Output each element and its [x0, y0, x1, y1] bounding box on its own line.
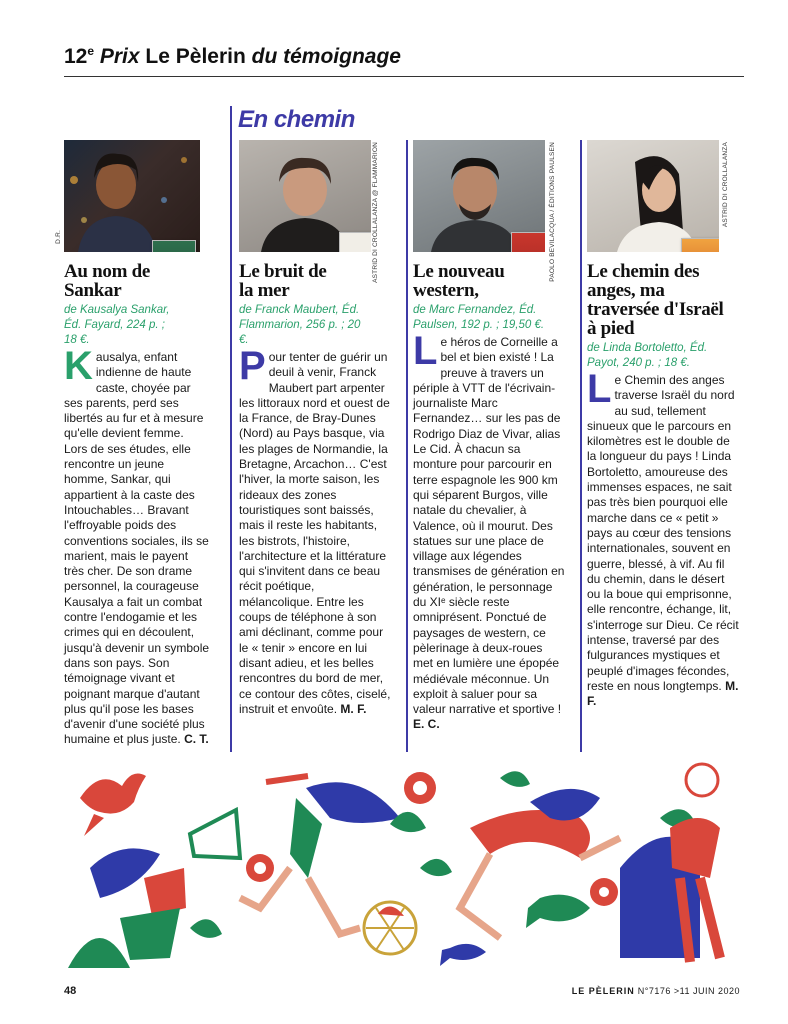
- page-header: [64, 44, 744, 74]
- footer-issue: [572, 986, 740, 996]
- footer-issue-date: N°7176 >11 JUIN 2020: [634, 986, 740, 996]
- author-signature: M. F.: [587, 678, 739, 709]
- column-divider: [406, 140, 408, 752]
- drop-cap: L: [413, 329, 438, 373]
- author-signature: C. T.: [184, 732, 209, 747]
- drop-cap: L: [587, 367, 612, 411]
- footer-brand: LE PÈLERIN: [571, 986, 635, 996]
- basket-icon: [364, 902, 416, 954]
- drop-cap: K: [64, 344, 93, 388]
- woman-megaphone-figure: [68, 810, 240, 968]
- book-title: Le bruit de la mer: [239, 261, 327, 301]
- author-photo: [413, 140, 545, 252]
- article-body: Le héros de Corneille a bel et bien existé ! La preuve à travers un périple à VTT de l'écrivain-journaliste Marc Fernandez… sur les pas de Rodrigo Diaz de Vivar, alias Le Cid. À chacun sa monture pour parcourir en terre espagnole les 900 km qui séparent Burgos, ville natale du chevalier, à Valence, où il mourut. Des statues sur une place de village aux légendes transmises de génération en génération, le personnage du XIᵉ siècle reste omniprésent. Ponctué de paysages de western, ce pèlerinage à deux-roues met en lumière une épopée médiévale méconnue. Un exploit à saluer pour sa valeur narrative et sportive ! E. C.: [413, 329, 565, 732]
- book-meta: de Linda Bortoletto, Éd. Payot, 240 p. ; 18 €.: [587, 342, 708, 369]
- photo-credit: ASTRID DI CROLLALANZA: [722, 142, 729, 228]
- author-photo: [64, 140, 200, 252]
- book-cover: [152, 240, 196, 252]
- woman-bending-figure: [620, 818, 720, 962]
- article-card: [587, 140, 739, 710]
- author-photo: [239, 140, 371, 252]
- bird-icon: [80, 774, 146, 836]
- section-label: En chemin: [238, 106, 355, 133]
- article-card: [239, 140, 391, 717]
- header-title: 12e Prix Le Pèlerin du témoignage: [64, 44, 401, 68]
- portrait-illustration: [64, 140, 200, 252]
- book-cover: [339, 232, 371, 252]
- article-body: Le Chemin des anges traverse Israël du nord au sud, tellement sinueux que le parcours en kilomètres est le double de la longueur du pays ! Linda Bortoletto, amoureuse des immenses espaces, ne sait pas très bien pourquoi elle marche dans ce « petit » pays au cœur des tensions internationales, souvent en guerre, blessé, à vif. Au fil du chemin, dans le désert ou la boue qui emprisonne, elle rencontre, échange, lit, s'interroge sur Dieu. Ce récit intense, traversé par des fulgurances mystiques et peuplé d'images fécondes, reste en nous longtemps. M. F.: [587, 367, 739, 709]
- book-meta: de Kausalya Sankar, Éd. Fayard, 224 p. ; 18 €.: [64, 304, 170, 346]
- author-signature: E. C.: [413, 717, 440, 732]
- decorative-illustration: [60, 758, 750, 980]
- article-card: [413, 140, 565, 733]
- header-rule: [64, 76, 744, 77]
- book-meta: de Franck Maubert, Éd. Flammarion, 256 p. ; 20 €.: [239, 304, 361, 346]
- article-body: Pour tenter de guérir un deuil à venir, Franck Maubert part arpenter les littoraux nord et ouest de la France, de Bray-Dunes (Nord) au Pays basque, via les plages de Normandie, la Bretagne, Arcachon… C'est l'hiver, la morte saison, les rideaux des zones touristiques sont baissés, mais il reste les habitants, les bistrots, l'histoire, l'architecture et la littérature qui s'invitent dans ce beau récit poétique, mélancolique. Entre les coups de téléphone à son ami déclinant, comme pour le « tenir » encore en lui disant adieu, et les belles rencontres du bord de mer, ce contour des côtes, ciselé, instruit et envoûte. M. F.: [239, 344, 391, 716]
- book-meta: de Marc Fernandez, Éd. Paulsen, 192 p. ; 19,50 €.: [413, 304, 545, 331]
- photo-credit: D.R.: [55, 230, 62, 244]
- column-divider: [230, 106, 232, 752]
- book-title: Le nouveau western,: [413, 261, 505, 301]
- article-card: [64, 140, 210, 748]
- book-title: Le chemin des anges, ma traversée d'Israël à pied: [587, 261, 724, 339]
- book-cover: [511, 232, 545, 252]
- book-cover: [681, 238, 719, 252]
- page-number: 48: [64, 985, 77, 997]
- drop-cap: P: [239, 344, 266, 388]
- column-divider: [580, 140, 582, 752]
- author-photo: [587, 140, 719, 252]
- photo-credit: PAOLO BEVILACQUA / ÉDITIONS PAULSEN: [549, 142, 556, 282]
- book-title: Au nom de Sankar: [64, 261, 150, 301]
- photo-credit: ASTRID DI CROLLALANZA @ FLAMMARION: [372, 142, 379, 283]
- portrait-illustration: [587, 140, 719, 252]
- article-body: Kausalya, enfant indienne de haute caste, choyée par ses parents, perd ses libertés au fur et à mesure qu'elle devient femme. Lors de ses études, elle rencontre un jeune homme, Sankar, qui appartient à la caste des Intouchables… Bravant l'effroyable poids des conventions sociales, ils se marient, mais le payent très cher. De son drame personnel, la courageuse Kausalya a fait un combat contre l'endogamie et les crimes qui en découlent, jusqu'à devenir un symbole dans son pays. Son témoignage vivant et poignant marque d'autant plus qu'il pose les bases d'avenir d'une société plus humaine et plus juste. C. T.: [64, 344, 210, 747]
- author-signature: M. F.: [340, 701, 367, 716]
